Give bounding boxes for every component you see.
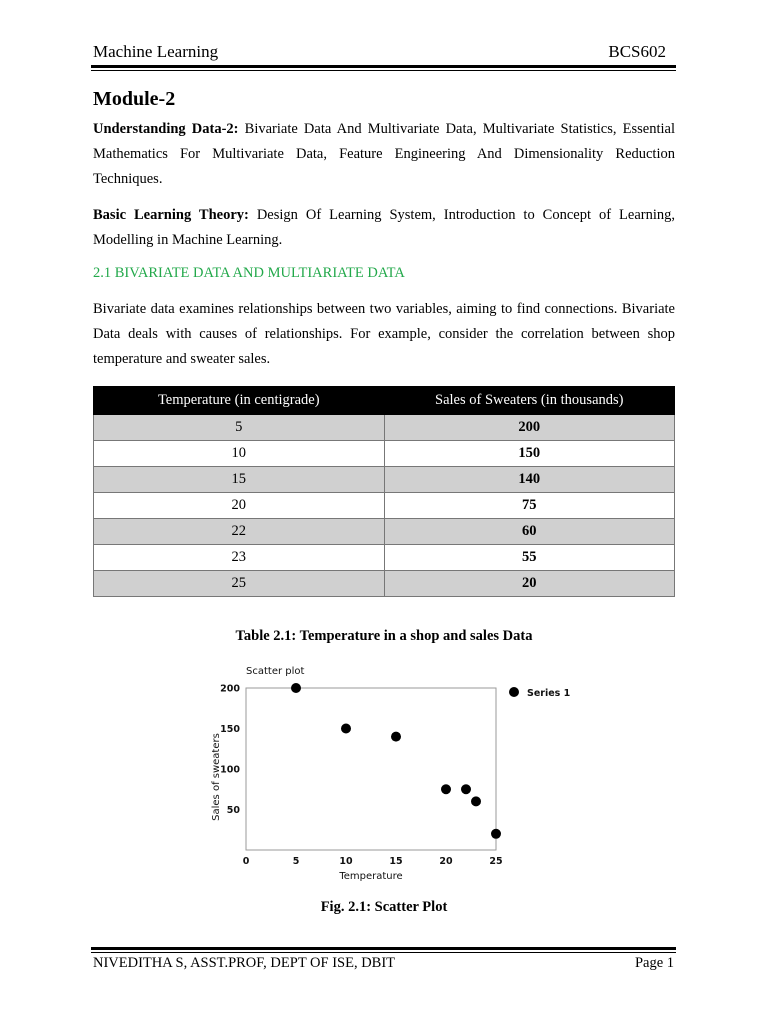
table-cell-sales: 55	[384, 545, 675, 571]
x-axis-label: Temperature	[339, 871, 403, 882]
table-cell-temperature: 22	[94, 519, 385, 545]
intro-text: Bivariate Data And Multivariate Data, Multivariate Statistics, Essential Mathematics For Multivariate Data, Feature Engineering And Dimensionality Reduction Techniques.	[93, 121, 675, 187]
table-row	[94, 441, 675, 467]
table-row	[94, 493, 675, 519]
x-tick-label: 25	[489, 856, 503, 867]
plot-frame	[246, 688, 496, 850]
y-axis-label: Sales of sweaters	[211, 733, 222, 821]
footer-page-number: Page 1	[634, 955, 674, 971]
data-point	[461, 784, 471, 794]
intro-understanding-data	[93, 117, 675, 192]
header-title: Machine Learning	[93, 42, 219, 61]
x-tick-label: 15	[389, 856, 403, 867]
intro-label: Understanding Data-2:	[93, 121, 239, 137]
y-tick-label: 50	[226, 805, 240, 816]
table-cell-sales: 140	[384, 467, 675, 493]
data-point	[341, 724, 351, 734]
table-cell-temperature: 15	[94, 467, 385, 493]
header-course-code: BCS602	[608, 42, 666, 61]
table-cell-sales: 200	[384, 415, 675, 441]
table-header-row	[94, 387, 675, 415]
y-tick-label: 200	[220, 683, 240, 695]
table-caption: Table 2.1: Temperature in a shop and sales Data	[235, 628, 533, 644]
data-point	[491, 829, 501, 839]
table-cell-temperature: 10	[94, 441, 385, 467]
scatter-chart	[200, 660, 580, 885]
header-rule-thick	[91, 65, 676, 68]
intro-label: Basic Learning Theory:	[93, 207, 249, 223]
table-cell-sales: 75	[384, 493, 675, 519]
intro-basic-learning-theory	[93, 203, 675, 253]
x-tick-label: 5	[292, 856, 300, 867]
intro-text: Design Of Learning System, Introduction to Concept of Learning, Modelling in Machine Learning.	[93, 207, 675, 248]
footer-rule-thick	[91, 947, 676, 950]
x-tick-label: 10	[339, 856, 353, 867]
table-header-temperature: Temperature (in centigrade)	[94, 387, 385, 415]
section-paragraph: Bivariate data examines relationships between two variables, aiming to find connections. Bivariate Data deals with causes of relationships. For example, consider the correlation between shop temperature and sweater sales.	[93, 301, 675, 367]
figure-caption: Fig. 2.1: Scatter Plot	[320, 899, 448, 915]
data-point	[391, 732, 401, 742]
data-point	[471, 796, 481, 806]
module-title: Module-2	[93, 88, 176, 110]
table-cell-sales: 60	[384, 519, 675, 545]
table-cell-temperature: 5	[94, 415, 385, 441]
section-heading: 2.1 BIVARIATE DATA AND MULTIARIATE DATA	[93, 265, 405, 281]
header-rule-thin	[91, 70, 676, 71]
y-tick-label: 150	[220, 724, 240, 735]
table-cell-temperature: 20	[94, 493, 385, 519]
data-table	[93, 386, 675, 597]
legend-marker	[509, 687, 519, 697]
table-cell-sales: 20	[384, 571, 675, 597]
table-row	[94, 545, 675, 571]
table-row	[94, 519, 675, 545]
chart-title: Scatter plot	[246, 666, 305, 677]
table-row	[94, 467, 675, 493]
data-point	[441, 784, 451, 794]
x-tick-label: 0	[242, 856, 250, 867]
y-tick-label: 100	[220, 764, 240, 776]
table-cell-temperature: 23	[94, 545, 385, 571]
x-tick-label: 20	[439, 856, 453, 867]
legend-label: Series 1	[527, 688, 571, 699]
table-cell-sales: 150	[384, 441, 675, 467]
footer-rule-thin	[91, 952, 676, 953]
table-row	[94, 415, 675, 441]
table-row	[94, 571, 675, 597]
table-cell-temperature: 25	[94, 571, 385, 597]
data-point	[291, 683, 301, 693]
table-header-sales: Sales of Sweaters (in thousands)	[384, 387, 675, 415]
footer-author: NIVEDITHA S, ASST.PROF, DEPT OF ISE, DBIT	[93, 955, 396, 971]
